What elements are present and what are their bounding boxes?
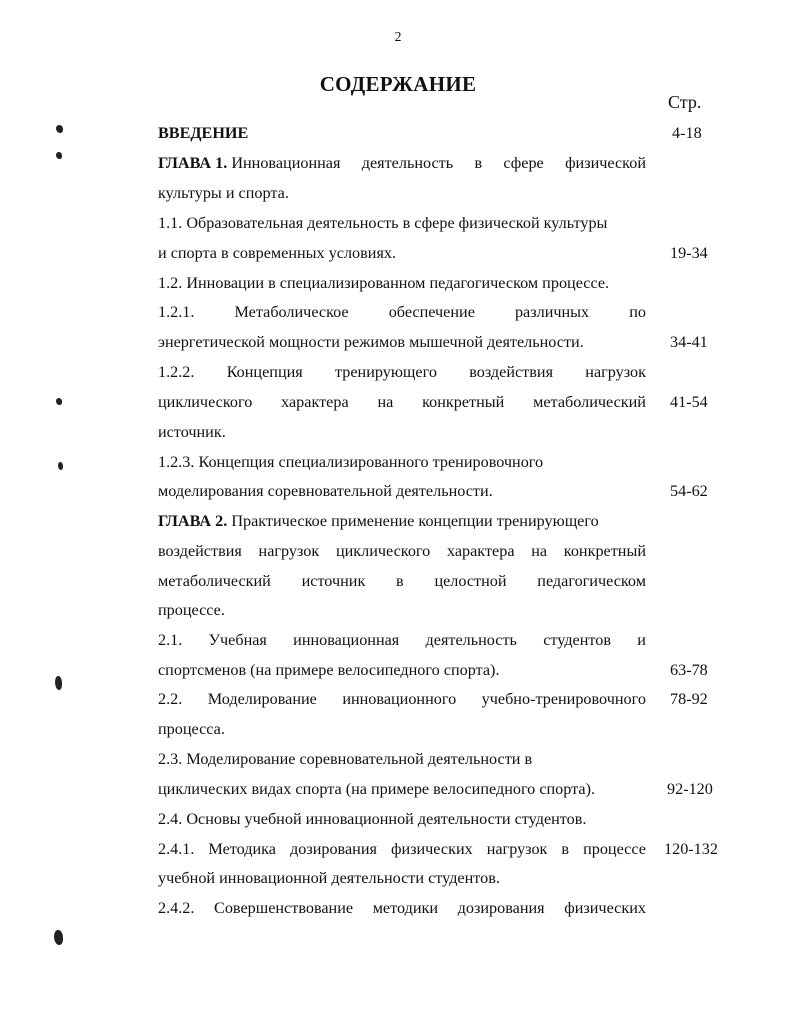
toc-heading-introduction: ВВЕДЕНИЕ bbox=[158, 124, 249, 142]
toc-section-1-2-3-line-2: моделирования соревновательной деятельности. bbox=[158, 482, 493, 500]
toc-page-range: 92-120 bbox=[667, 780, 713, 798]
toc-section-2-1-line-2: спортсменов (на примере велосипедного спорта). bbox=[158, 661, 500, 679]
toc-section-1-2: 1.2. Инновации в специализированном педагогическом процессе. bbox=[158, 274, 610, 292]
scan-speck bbox=[58, 462, 63, 470]
toc-page-range: 19-34 bbox=[670, 244, 708, 262]
toc-page-range: 54-62 bbox=[670, 482, 708, 500]
scan-speck bbox=[55, 676, 62, 690]
toc-chapter-1-line: ГЛАВА 1. Инновационная деятельность в сфере физической bbox=[158, 154, 646, 172]
toc-chapter-2-line-3: метаболический источник в целостной педагогическом bbox=[158, 572, 646, 590]
toc-chapter-2-line: ГЛАВА 2. Практическое применение концепции тренирующего bbox=[158, 512, 599, 530]
toc-section-2-3-line-2: циклических видах спорта (на примере велосипедного спорта). bbox=[158, 780, 596, 798]
toc-page-range: 78-92 bbox=[670, 690, 708, 708]
toc-section-1-2-2-line-3: источник. bbox=[158, 423, 226, 441]
toc-section-2-4-2: 2.4.2. Совершенствование методики дозирования физических bbox=[158, 899, 646, 917]
toc-section-2-2-line-2: процесса. bbox=[158, 720, 225, 738]
toc-section-1-2-2-line-2: циклического характера на конкретный метаболический bbox=[158, 393, 646, 411]
toc-page-range: 63-78 bbox=[670, 661, 708, 679]
toc-chapter-1-line-2: культуры и спорта. bbox=[158, 184, 289, 202]
toc-section-1-2-3: 1.2.3. Концепция специализированного тренировочного bbox=[158, 453, 544, 471]
toc-page-range: 4-18 bbox=[672, 124, 702, 142]
pages-column-header: Стр. bbox=[668, 92, 702, 112]
toc-section-1-1-line-2: и спорта в современных условиях. bbox=[158, 244, 397, 262]
toc-page-range: 120-132 bbox=[664, 840, 718, 858]
toc-section-2-2: 2.2. Моделирование инновационного учебно-тренировочного bbox=[158, 690, 646, 708]
toc-chapter-2-line-4: процессе. bbox=[158, 601, 225, 619]
toc-section-2-3: 2.3. Моделирование соревновательной деятельности в bbox=[158, 750, 533, 768]
toc-page-range: 34-41 bbox=[670, 333, 708, 351]
toc-section-2-1: 2.1. Учебная инновационная деятельность студентов и bbox=[158, 631, 646, 649]
toc-section-1-2-1-line-2: энергетической мощности режимов мышечной деятельности. bbox=[158, 333, 584, 351]
toc-section-1-2-1: 1.2.1. Метаболическое обеспечение различных по bbox=[158, 303, 646, 321]
page-title: СОДЕРЖАНИЕ bbox=[319, 72, 477, 96]
scan-speck bbox=[56, 152, 62, 159]
toc-chapter-2-line-2: воздействия нагрузок циклического характера на конкретный bbox=[158, 542, 646, 560]
toc-section-2-4: 2.4. Основы учебной инновационной деятельности студентов. bbox=[158, 810, 587, 828]
toc-section-2-4-1: 2.4.1. Методика дозирования физических нагрузок в процессе bbox=[158, 840, 646, 858]
scan-speck bbox=[56, 398, 62, 405]
toc-section-1-1: 1.1. Образовательная деятельность в сфере физической культуры bbox=[158, 214, 608, 232]
page-number: 2 bbox=[394, 30, 402, 45]
toc-page-range: 41-54 bbox=[670, 393, 708, 411]
toc-section-1-2-2: 1.2.2. Концепция тренирующего воздействия нагрузок bbox=[158, 363, 646, 381]
scan-speck bbox=[54, 930, 63, 945]
toc-section-2-4-1-line-2: учебной инновационной деятельности студентов. bbox=[158, 869, 500, 887]
scan-speck bbox=[56, 125, 63, 133]
